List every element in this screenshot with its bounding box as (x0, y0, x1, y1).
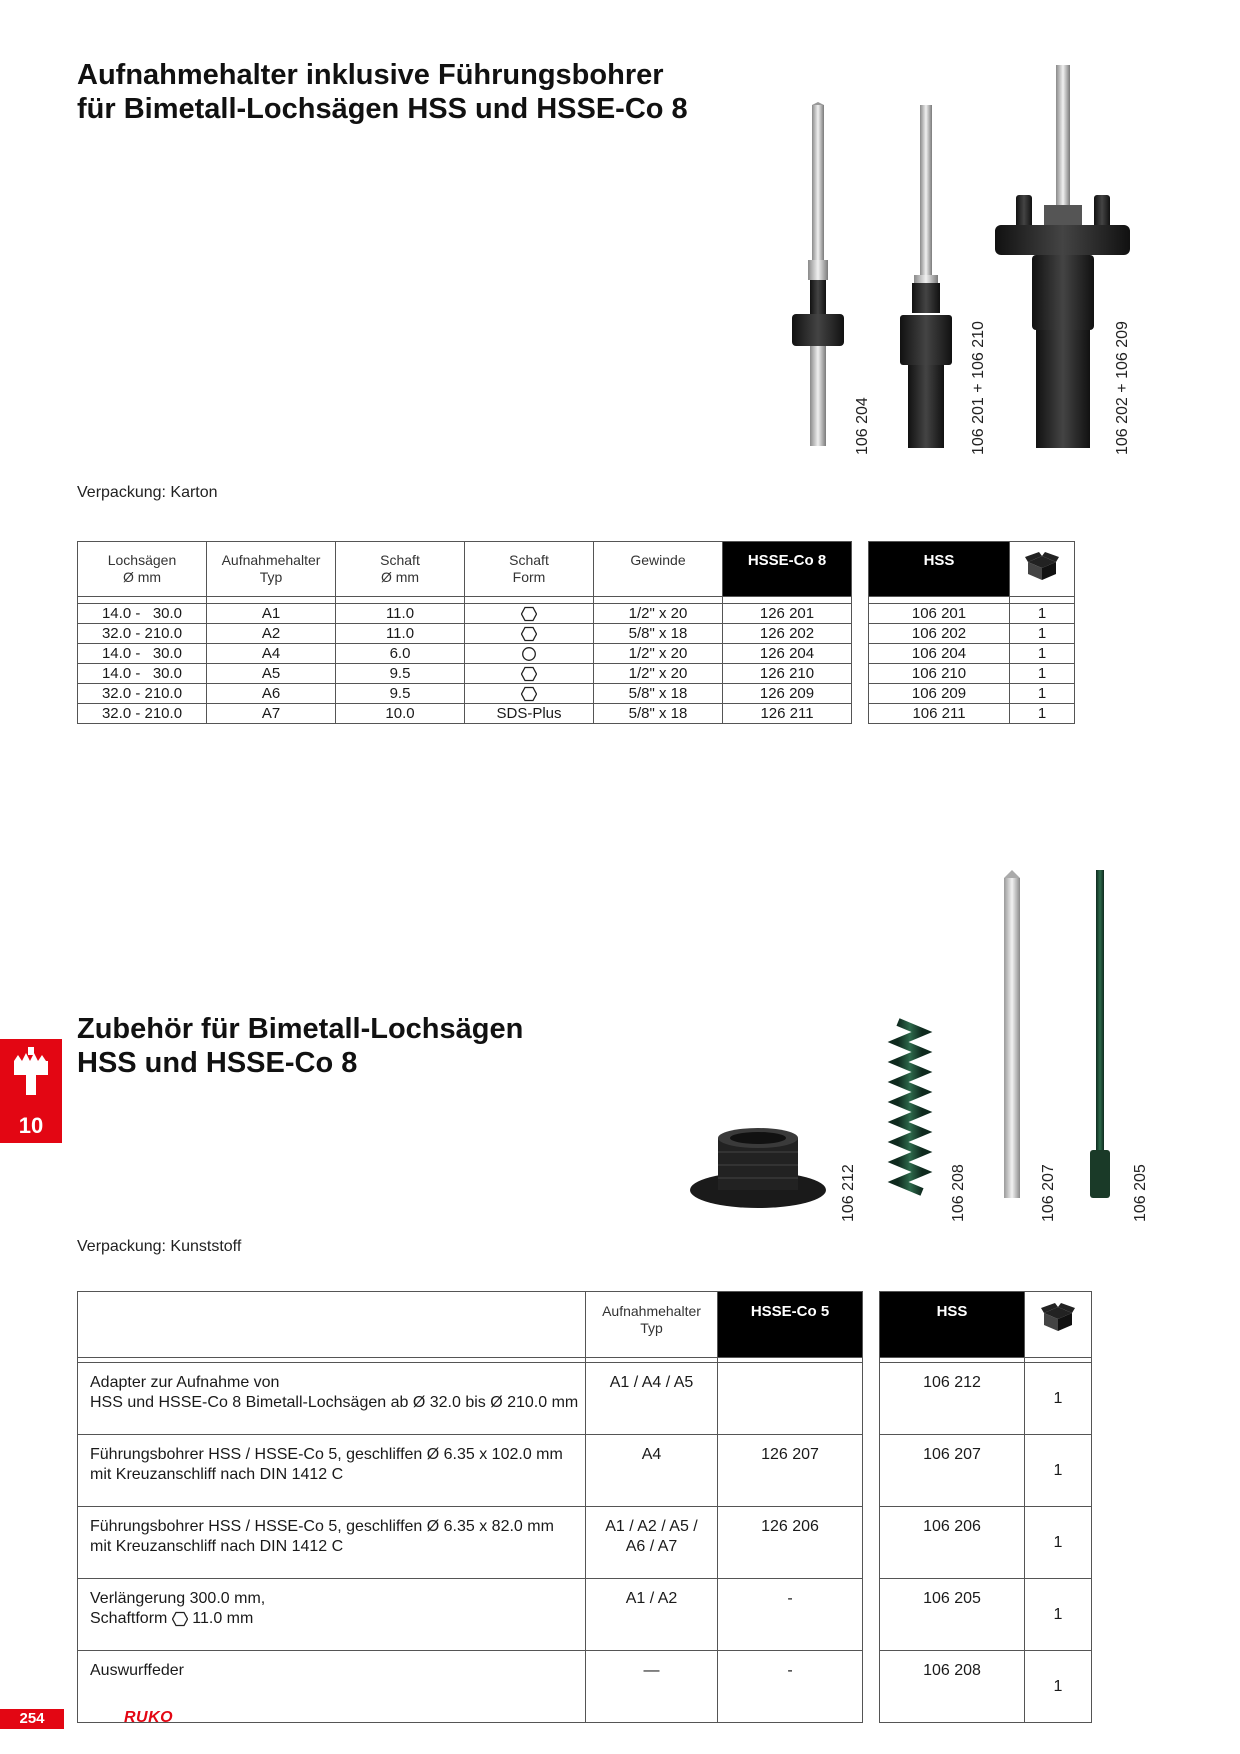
section2-image-label-4: 106 205 (1132, 1164, 1149, 1222)
section1-title (77, 58, 688, 126)
cell-qty: 1 (1025, 1579, 1092, 1651)
cell-hsse: 126 210 (723, 664, 852, 684)
cell-hsse: - (718, 1579, 863, 1651)
table-row (78, 1507, 1092, 1579)
hex-shank-icon (521, 626, 537, 642)
cell-schaft: 10.0 (336, 704, 465, 724)
section2-title (77, 1012, 523, 1080)
table-row (78, 1363, 1092, 1435)
cell-hsse: 126 204 (723, 644, 852, 664)
header-lochsaegen: Lochsägen Ø mm (78, 542, 207, 597)
table-row (78, 624, 1075, 644)
cell-schaft: 11.0 (336, 604, 465, 624)
section1-table (77, 541, 1075, 724)
cell-form (465, 684, 594, 704)
cell-typ: A1 / A4 / A5 (586, 1363, 718, 1435)
header-pack (1025, 1292, 1092, 1358)
cell-form: SDS-Plus (465, 704, 594, 724)
cell-schaft: 9.5 (336, 664, 465, 684)
box-icon (1041, 1303, 1075, 1333)
cell-hss: 106 210 (869, 664, 1010, 684)
section1-image-label-3: 106 202 + 106 209 (1114, 321, 1131, 455)
section1-packaging: Verpackung: Karton (77, 484, 218, 501)
cell-hss: 106 212 (880, 1363, 1025, 1435)
cell-qty: 1 (1025, 1363, 1092, 1435)
cell-form (465, 664, 594, 684)
section2-table (77, 1291, 1092, 1723)
cell-typ: A1 (207, 604, 336, 624)
table-row (78, 1651, 1092, 1723)
header-description (78, 1292, 586, 1358)
cell-qty: 1 (1010, 604, 1075, 624)
cell-form (465, 644, 594, 664)
hex-shank-icon (521, 666, 537, 682)
section2-image-label-1: 106 212 (840, 1164, 857, 1222)
holesaw-icon (10, 1047, 52, 1109)
cell-qty: 1 (1025, 1507, 1092, 1579)
cell-typ: A6 (207, 684, 336, 704)
cell-typ: A1 / A2 / A5 / A6 / A7 (586, 1507, 718, 1579)
extension-image (1090, 870, 1110, 1198)
cell-typ: — (586, 1651, 718, 1723)
box-icon (1025, 552, 1059, 582)
section2-title-line2: HSS und HSSE-Co 8 (77, 1047, 358, 1079)
cell-typ: A2 (207, 624, 336, 644)
hex-shank-icon (172, 1611, 188, 1627)
header-pack (1010, 542, 1075, 597)
cell-lochsaegen: 14.0 - 30.0 (78, 644, 207, 664)
cell-description: Verlängerung 300.0 mm, Schaftform 11.0 mm (78, 1579, 586, 1651)
cell-description: Adapter zur Aufnahme von HSS und HSSE-Co 8 Bimetall-Lochsägen ab Ø 32.0 bis Ø 210.0 mm (78, 1363, 586, 1435)
section1-title-line2: für Bimetall-Lochsägen HSS und HSSE-Co 8 (77, 93, 688, 125)
holder-a1-a5-image (900, 105, 952, 448)
cell-hss: 106 211 (869, 704, 1010, 724)
cell-hsse: 126 211 (723, 704, 852, 724)
cell-qty: 1 (1010, 624, 1075, 644)
cell-lochsaegen: 32.0 - 210.0 (78, 624, 207, 644)
cell-typ: A1 / A2 (586, 1579, 718, 1651)
cell-typ: A7 (207, 704, 336, 724)
table-row (78, 664, 1075, 684)
cell-hss: 106 207 (880, 1435, 1025, 1507)
cell-schaft: 11.0 (336, 624, 465, 644)
cell-lochsaegen: 14.0 - 30.0 (78, 664, 207, 684)
table-row (78, 604, 1075, 624)
chapter-number: 10 (18, 1113, 44, 1138)
cell-qty: 1 (1010, 684, 1075, 704)
header-aufnahmehalter: Aufnahmehalter Typ (586, 1292, 718, 1358)
cell-qty: 1 (1010, 704, 1075, 724)
cell-hsse: 126 201 (723, 604, 852, 624)
cell-form (465, 604, 594, 624)
cell-schaft: 6.0 (336, 644, 465, 664)
table-row (78, 644, 1075, 664)
cell-hsse: 126 209 (723, 684, 852, 704)
brand-logo: RUKO (124, 1709, 174, 1726)
hex-shank-icon (521, 606, 537, 622)
cell-hsse: - (718, 1651, 863, 1723)
cell-form (465, 624, 594, 644)
cell-hss: 106 209 (869, 684, 1010, 704)
section2-image-label-3: 106 207 (1040, 1164, 1057, 1222)
cell-qty: 1 (1025, 1435, 1092, 1507)
header-hss: HSS (880, 1292, 1025, 1358)
header-gewinde: Gewinde (594, 542, 723, 597)
cell-gewinde: 1/2" x 20 (594, 604, 723, 624)
header-hsse-co8: HSSE-Co 8 (723, 542, 852, 597)
cell-typ: A4 (207, 644, 336, 664)
hex-shank-icon (521, 686, 537, 702)
adapter-image (690, 1128, 826, 1208)
round-shank-icon (521, 646, 537, 662)
cell-qty: 1 (1010, 644, 1075, 664)
section2-product-image (680, 870, 1180, 1230)
header-schaft-diameter: Schaft Ø mm (336, 542, 465, 597)
cell-gewinde: 5/8" x 18 (594, 704, 723, 724)
cell-hss: 106 204 (869, 644, 1010, 664)
cell-hsse: 126 207 (718, 1435, 863, 1507)
chapter-tab (0, 1039, 62, 1143)
header-hsse-co5: HSSE-Co 5 (718, 1292, 863, 1358)
section2-title-line1: Zubehör für Bimetall-Lochsägen (77, 1013, 524, 1045)
table-row (78, 704, 1075, 724)
cell-gewinde: 1/2" x 20 (594, 644, 723, 664)
cell-hsse: 126 202 (723, 624, 852, 644)
holder-a4-image (792, 102, 844, 446)
cell-gewinde: 1/2" x 20 (594, 664, 723, 684)
cell-typ: A4 (586, 1435, 718, 1507)
cell-hsse: 126 206 (718, 1507, 863, 1579)
cell-gewinde: 5/8" x 18 (594, 684, 723, 704)
page-number: 254 (0, 1709, 64, 1729)
cell-qty: 1 (1025, 1651, 1092, 1723)
cell-lochsaegen: 32.0 - 210.0 (78, 704, 207, 724)
cell-gewinde: 5/8" x 18 (594, 624, 723, 644)
cell-schaft: 9.5 (336, 684, 465, 704)
cell-hss: 106 202 (869, 624, 1010, 644)
cell-lochsaegen: 32.0 - 210.0 (78, 684, 207, 704)
cell-hss: 106 201 (869, 604, 1010, 624)
cell-typ: A5 (207, 664, 336, 684)
cell-hss: 106 208 (880, 1651, 1025, 1723)
section2-image-label-2: 106 208 (950, 1164, 967, 1222)
cell-hss: 106 205 (880, 1579, 1025, 1651)
pilot-drill-image (1004, 870, 1020, 1198)
spring-image (898, 1022, 922, 1192)
header-hss: HSS (869, 542, 1010, 597)
cell-description: Führungsbohrer HSS / HSSE-Co 5, geschliffen Ø 6.35 x 102.0 mm mit Kreuzanschliff nach DIN 1412 C (78, 1435, 586, 1507)
table-row (78, 1579, 1092, 1651)
table-row (78, 684, 1075, 704)
section2-packaging: Verpackung: Kunststoff (77, 1238, 242, 1255)
table-row (78, 1435, 1092, 1507)
holder-a2-a6-image (995, 65, 1130, 448)
section1-image-label-1: 106 204 (854, 397, 871, 455)
header-schaft-form: Schaft Form (465, 542, 594, 597)
section1-title-line1: Aufnahmehalter inklusive Führungsbohrer (77, 59, 664, 91)
section1-image-label-2: 106 201 + 106 210 (970, 321, 987, 455)
cell-hsse (718, 1363, 863, 1435)
cell-hss: 106 206 (880, 1507, 1025, 1579)
cell-description: Auswurffeder (78, 1651, 586, 1723)
cell-qty: 1 (1010, 664, 1075, 684)
cell-lochsaegen: 14.0 - 30.0 (78, 604, 207, 624)
cell-description: Führungsbohrer HSS / HSSE-Co 5, geschliffen Ø 6.35 x 82.0 mm mit Kreuzanschliff nach DIN 1412 C (78, 1507, 586, 1579)
header-aufnahmehalter: Aufnahmehalter Typ (207, 542, 336, 597)
